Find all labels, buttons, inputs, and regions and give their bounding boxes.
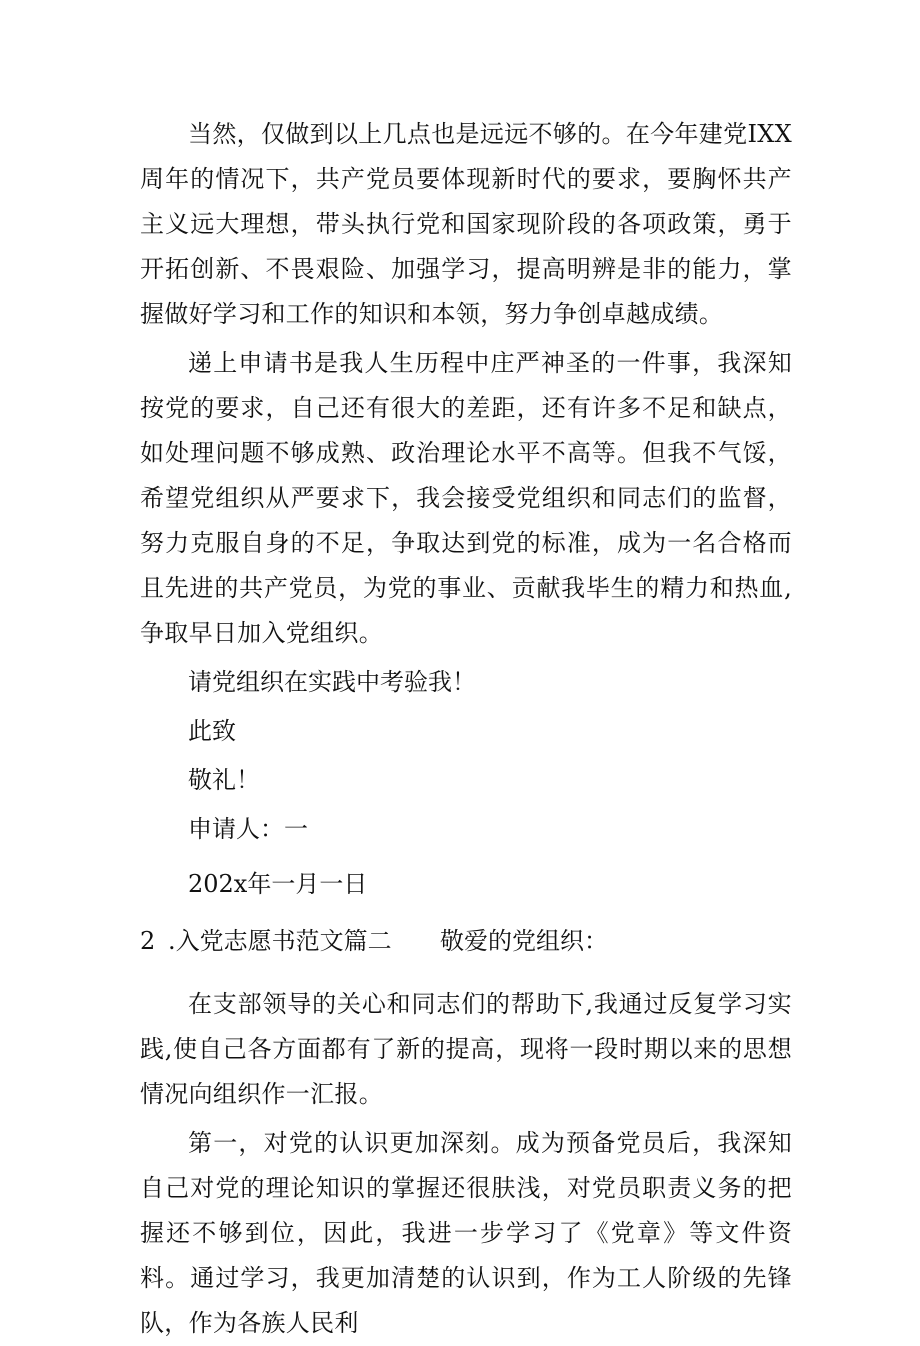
line-date: 202x年一月一日 [188,870,368,898]
document-body [140,112,792,1346]
paragraph-1: 当然，仅做到以上几点也是远远不够的。在今年建党IXX周年的情况下，共产党员要体现新时代的要求，要胸怀共产主义远大理想，带头执行党和国家现阶段的各项政策，勇于开拓创新、不畏艰险、加强学习，提高明辨是非的能力，掌握做好学习和工作的知识和本领，努力争创卓越成绩。 [140,120,792,328]
section-number: 2 [140,927,156,955]
line-applicant: 申请人：一 [188,815,308,843]
line-test-me: 请党组织在实践中考验我！ [188,668,476,696]
line-cizhi: 此致 [188,717,236,745]
section-title: .入党志愿书范文篇二 [168,927,392,955]
paragraph-3: 在支部领导的关心和同志们的帮助下,我通过反复学习实践,使自己各方面都有了新的提高，现将一段时期以来的思想情况向组织作一汇报。 [140,990,792,1108]
paragraph-2: 递上申请书是我人生历程中庄严神圣的一件事，我深知按党的要求，自己还有很大的差距，还有许多不足和缺点，如处理问题不够成熟、政治理论水平不高等。但我不气馁，希望党组织从严要求下，我会接受党组织和同志们的监督，努力克服自身的不足，争取达到党的标准，成为一名合格而且先进的共产党员，为党的事业、贡献我毕生的精力和热血,争取早日加入党组织。 [140,349,792,647]
paragraph-4: 第一，对党的认识更加深刻。成为预备党员后，我深知自己对党的理论知识的掌握还很肤浅，对党员职责义务的把握还不够到位，因此，我进一步学习了《党章》等文件资料。通过学习，我更加清楚的认识到，作为工人阶级的先锋队，作为各族人民利 [140,1129,792,1337]
line-jingli: 敬礼！ [188,766,260,794]
salutation: 敬爱的党组织： [440,927,608,955]
section-heading [140,919,792,964]
